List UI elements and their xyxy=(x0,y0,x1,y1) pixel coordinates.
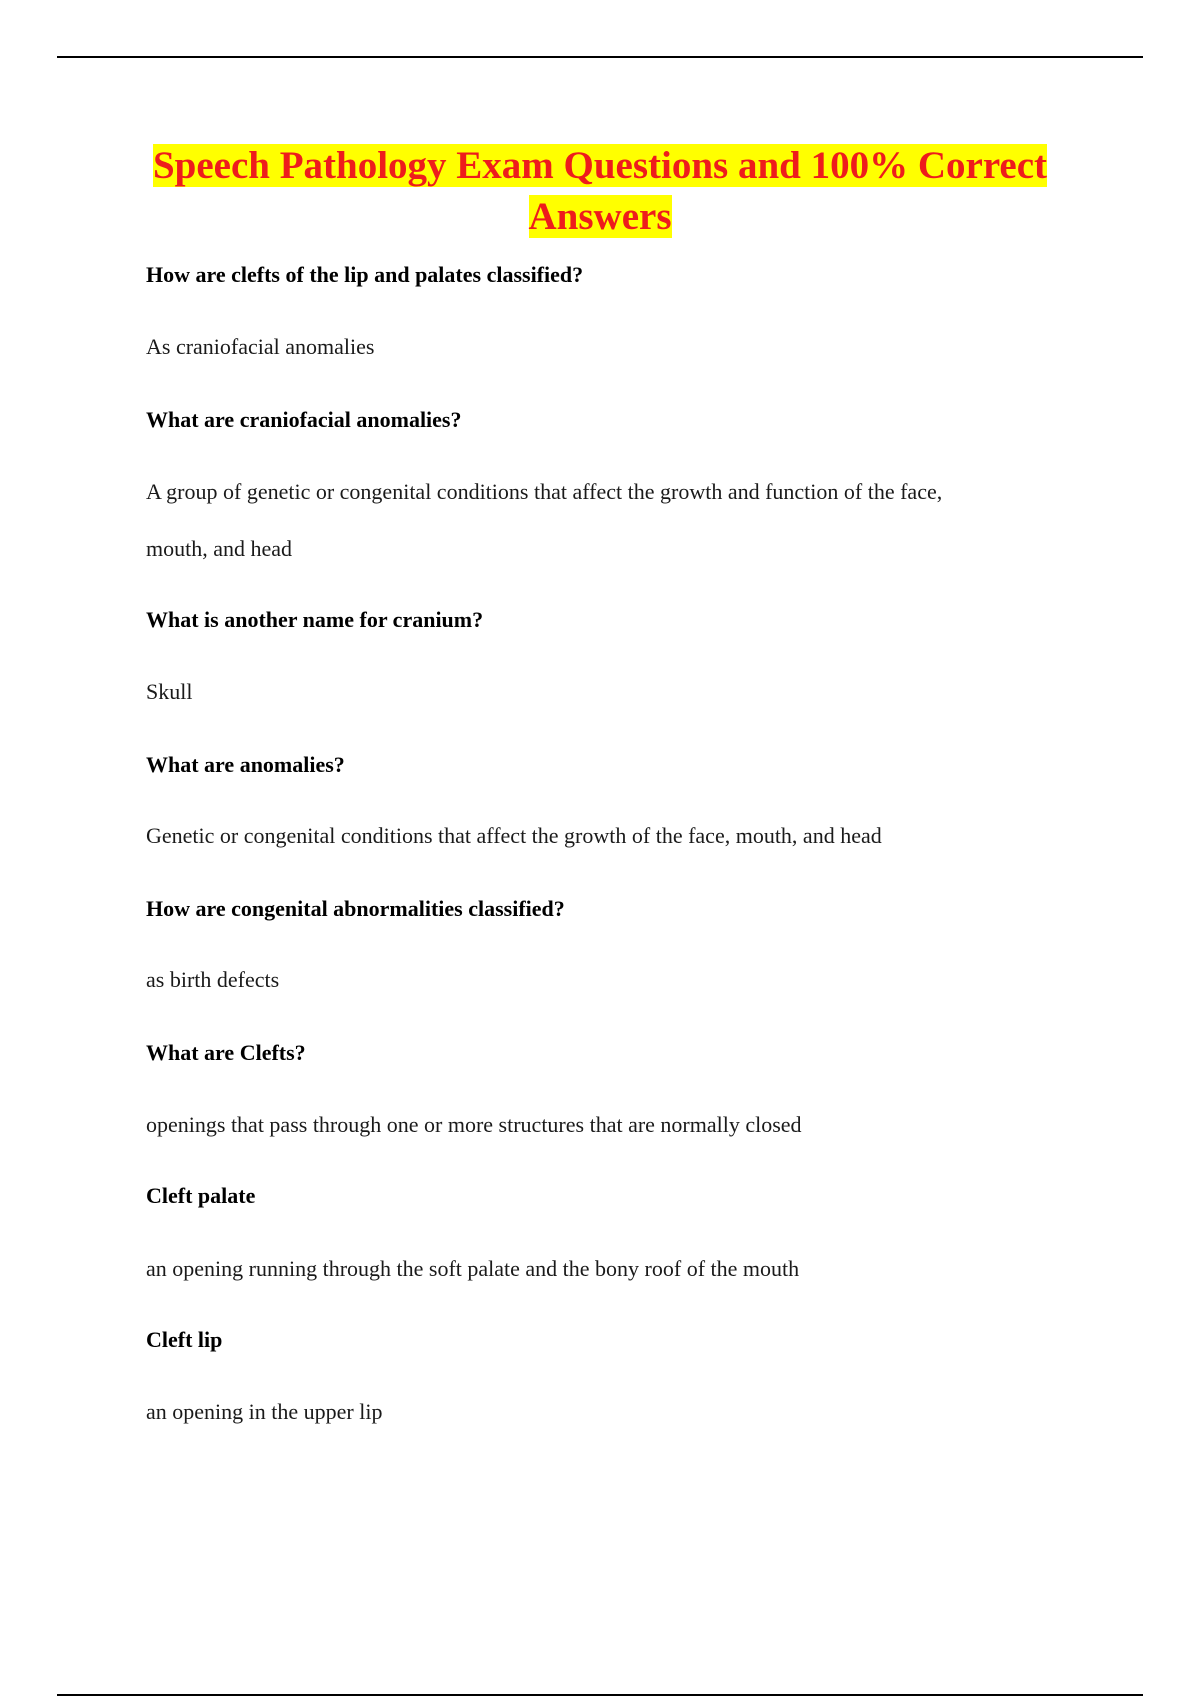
answer-7: an opening running through the soft palate and the bony roof of the mouth xyxy=(146,1256,800,1281)
question-2: What are craniofacial anomalies? xyxy=(146,407,462,432)
question-4: What are anomalies? xyxy=(146,752,345,777)
question-1: How are clefts of the lip and palates classified? xyxy=(146,262,584,287)
answer-2-continued: mouth, and head xyxy=(146,536,293,561)
answer-1: As craniofacial anomalies xyxy=(146,334,375,359)
answer-2: A group of genetic or congenital conditions that affect the growth and function of the face, xyxy=(146,479,943,504)
page-title xyxy=(100,140,1100,242)
question-8: Cleft lip xyxy=(146,1327,223,1352)
top-rule xyxy=(57,56,1143,58)
answer-6: openings that pass through one or more structures that are normally closed xyxy=(146,1112,802,1137)
answer-5: as birth defects xyxy=(146,967,280,992)
answer-8: an opening in the upper lip xyxy=(146,1399,383,1424)
question-7: Cleft palate xyxy=(146,1183,256,1208)
bottom-rule xyxy=(57,1694,1143,1696)
question-3: What is another name for cranium? xyxy=(146,607,484,632)
title-line-2: Answers xyxy=(528,195,672,238)
question-6: What are Clefts? xyxy=(146,1040,306,1065)
answer-3: Skull xyxy=(146,679,193,704)
title-line-1: Speech Pathology Exam Questions and 100% Correct xyxy=(152,144,1048,187)
question-5: How are congenital abnormalities classified? xyxy=(146,896,565,921)
answer-4: Genetic or congenital conditions that affect the growth of the face, mouth, and head xyxy=(146,823,882,848)
